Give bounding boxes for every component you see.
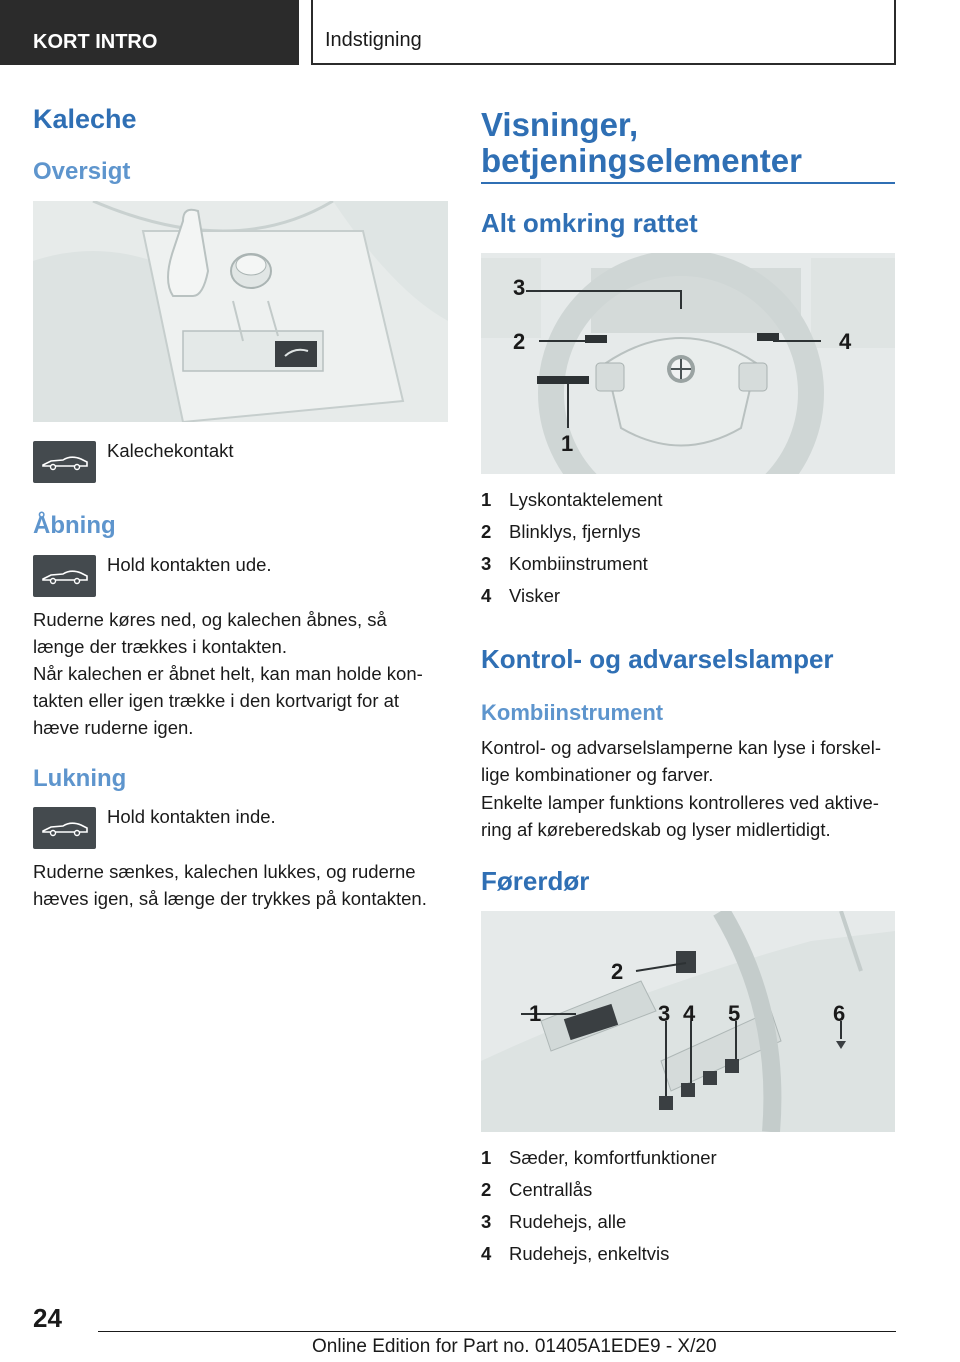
chapter-tab: Indstigning	[311, 0, 896, 65]
icon-caption: Kalechekontakt	[107, 440, 234, 461]
driver-door-image	[481, 911, 895, 1132]
callout-4: 4	[839, 329, 852, 354]
page-title-line-1: Visninger,	[481, 106, 639, 143]
callout-1: 1	[529, 1001, 542, 1026]
callout-4: 4	[683, 1001, 696, 1026]
callout-5: 5	[728, 1001, 741, 1026]
opening-instruction: Hold kontakten ude.	[107, 554, 272, 575]
opening-paragraph-1: Ruderne køres ned, og kalechen åbnes, så længe der trækkes i kontakten.	[33, 609, 387, 657]
title-underline	[481, 182, 895, 184]
warning-subheading: Kombiinstrument	[481, 700, 664, 725]
footer-divider	[98, 1331, 896, 1332]
page-title-line-2: betjeningselementer	[481, 142, 802, 179]
section-subtitle: Oversigt	[33, 158, 131, 185]
steering-wheel-image	[481, 253, 895, 474]
warning-paragraph-2: Enkelte lamper funktions kontrolleres ved aktivering af køreberedskab og lyser midlertidigt.	[481, 792, 879, 840]
callout-3: 3	[658, 1001, 671, 1026]
callout-6: 6	[833, 1001, 846, 1026]
section-title: Kaleche	[33, 104, 137, 134]
console-illustration	[33, 201, 448, 422]
section-tab: KORT INTRO	[0, 0, 299, 65]
door-heading: Førerdør	[481, 866, 590, 896]
convertible-console-image	[33, 201, 448, 422]
closing-instruction: Hold kontakten inde.	[107, 806, 276, 827]
footer-edition: Online Edition for Part no. 01405A1EDE9 - X/20	[312, 1336, 717, 1357]
steering-heading: Alt omkring rattet	[481, 208, 698, 238]
warning-heading: Kontrol- og advarselslamper	[481, 644, 834, 674]
closing-paragraph-1: Ruderne sænkes, kalechen lukkes, og ruderne hæves igen, så længe der trykkes på kontakten.	[33, 861, 427, 909]
opening-paragraph-2: Når kalechen er åbnet helt, kan man holde kontakten eller igen trække i den kortvarigt for at hæve ruderne igen.	[33, 663, 423, 738]
warning-paragraph-1: Kontrol- og advarselslamperne kan lyse i forskellige kombinationer og farver.	[481, 737, 881, 785]
closing-heading: Lukning	[33, 765, 127, 792]
convertible-switch-icon	[33, 555, 96, 597]
convertible-switch-icon	[33, 807, 96, 849]
callout-2: 2	[611, 959, 624, 984]
callout-2: 2	[513, 329, 526, 354]
opening-heading: Åbning	[33, 512, 116, 539]
page-number: 24	[33, 1303, 62, 1333]
callout-3: 3	[513, 275, 526, 300]
steering-illustration	[481, 253, 895, 474]
convertible-switch-icon	[33, 441, 96, 483]
callout-1: 1	[561, 431, 574, 456]
